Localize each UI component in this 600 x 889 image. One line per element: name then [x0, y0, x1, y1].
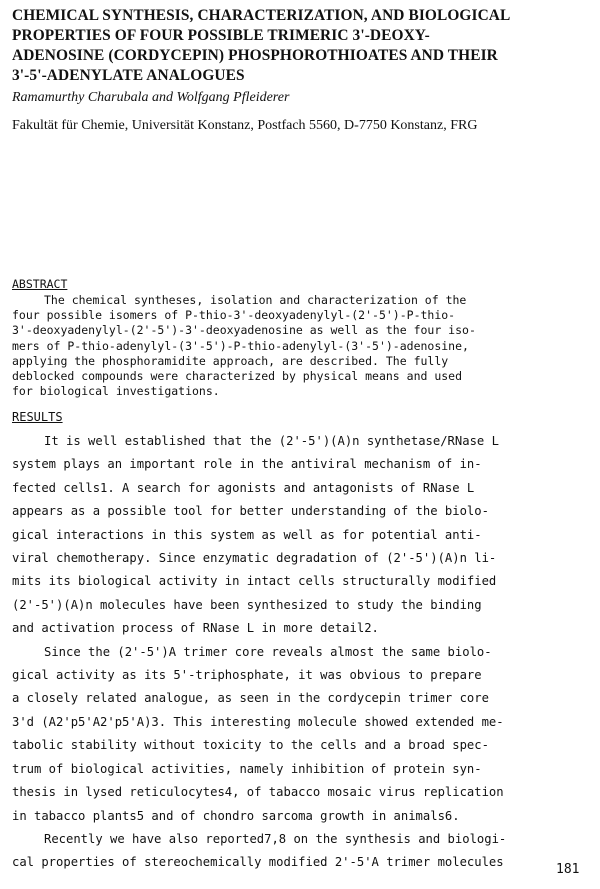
results-line: and activation process of RNase L in more detail2. — [12, 621, 379, 636]
abstract-line: mers of P-thio-adenylyl-(3'-5')-P-thio-adenylyl-(3'-5')-adenosine, — [12, 338, 469, 353]
results-line: thesis in lysed reticulocytes4, of tabacco mosaic virus replication — [12, 785, 504, 800]
results-line: 3'd (A2'p5'A2'p5'A)3. This interesting molecule showed extended me- — [12, 714, 504, 729]
title-line: PROPERTIES OF FOUR POSSIBLE TRIMERIC 3'-DEOXY- — [12, 27, 430, 44]
authors: Ramamurthy Charubala and Wolfgang Pfleiderer — [12, 90, 290, 105]
abstract-line: 3'-deoxyadenylyl-(2'-5')-3'-deoxyadenosine as well as the four iso- — [12, 323, 476, 338]
title-line: ADENOSINE (CORDYCEPIN) PHOSPHOROTHIOATES AND THEIR — [12, 47, 498, 64]
results-line: in tabacco plants5 and of chondro sarcoma growth in animals6. — [12, 808, 460, 823]
results-line: gical activity as its 5'-triphosphate, it was obvious to prepare — [12, 668, 482, 683]
results-line: system plays an important role in the antiviral mechanism of in- — [12, 457, 482, 472]
results-line: It is well established that the (2'-5')(A)n synthetase/RNase L — [44, 434, 499, 448]
results-line: Recently we have also reported7,8 on the synthesis and biologi- — [44, 831, 507, 846]
abstract-line: four possible isomers of P-thio-3'-deoxyadenylyl-(2'-5')-P-thio- — [12, 308, 456, 323]
results-line: viral chemotherapy. Since enzymatic degradation of (2'-5')(A)n li- — [12, 551, 497, 566]
abstract-line: deblocked compounds were characterized by physical means and used — [12, 369, 463, 384]
results-line: appears as a possible tool for better understanding of the biolo- — [12, 504, 489, 519]
title-line: CHEMICAL SYNTHESIS, CHARACTERIZATION, AND BIOLOGICAL — [12, 7, 511, 24]
page-number: 181 — [556, 862, 580, 877]
results-line: trum of biological activities, namely inhibition of protein syn- — [12, 761, 482, 776]
abstract-body — [12, 293, 590, 399]
paper-title — [12, 6, 592, 86]
title-line: 3'-5'-ADENYLATE ANALOGUES — [12, 67, 245, 84]
results-heading: RESULTS — [12, 410, 63, 424]
abstract-heading: ABSTRACT — [12, 277, 68, 291]
results-line: tabolic stability without toxicity to the cells and a broad spec- — [12, 738, 489, 753]
abstract-line: applying the phosphoramidite approach, are described. The fully — [12, 353, 449, 368]
affiliation: Fakultät für Chemie, Universität Konstanz, Postfach 5560, D-7750 Konstanz, FRG — [12, 118, 478, 133]
results-line: mits its biological activity in intact cells structurally modified — [12, 574, 497, 589]
results-body — [12, 430, 590, 875]
results-line: a closely related analogue, as seen in the cordycepin trimer core — [12, 691, 489, 706]
abstract-line: The chemical syntheses, isolation and characterization of the — [44, 293, 467, 307]
results-line: gical interactions in this system as well as for potential anti- — [12, 527, 482, 542]
abstract-line: for biological investigations. — [12, 384, 220, 399]
results-line: (2'-5')(A)n molecules have been synthesized to study the binding — [12, 597, 482, 612]
results-line: cal properties of stereochemically modified 2'-5'A trimer molecules — [12, 855, 504, 870]
results-line: fected cells1. A search for agonists and antagonists of RNase L — [12, 480, 475, 495]
results-line: Since the (2'-5')A trimer core reveals almost the same biolo- — [44, 644, 492, 659]
